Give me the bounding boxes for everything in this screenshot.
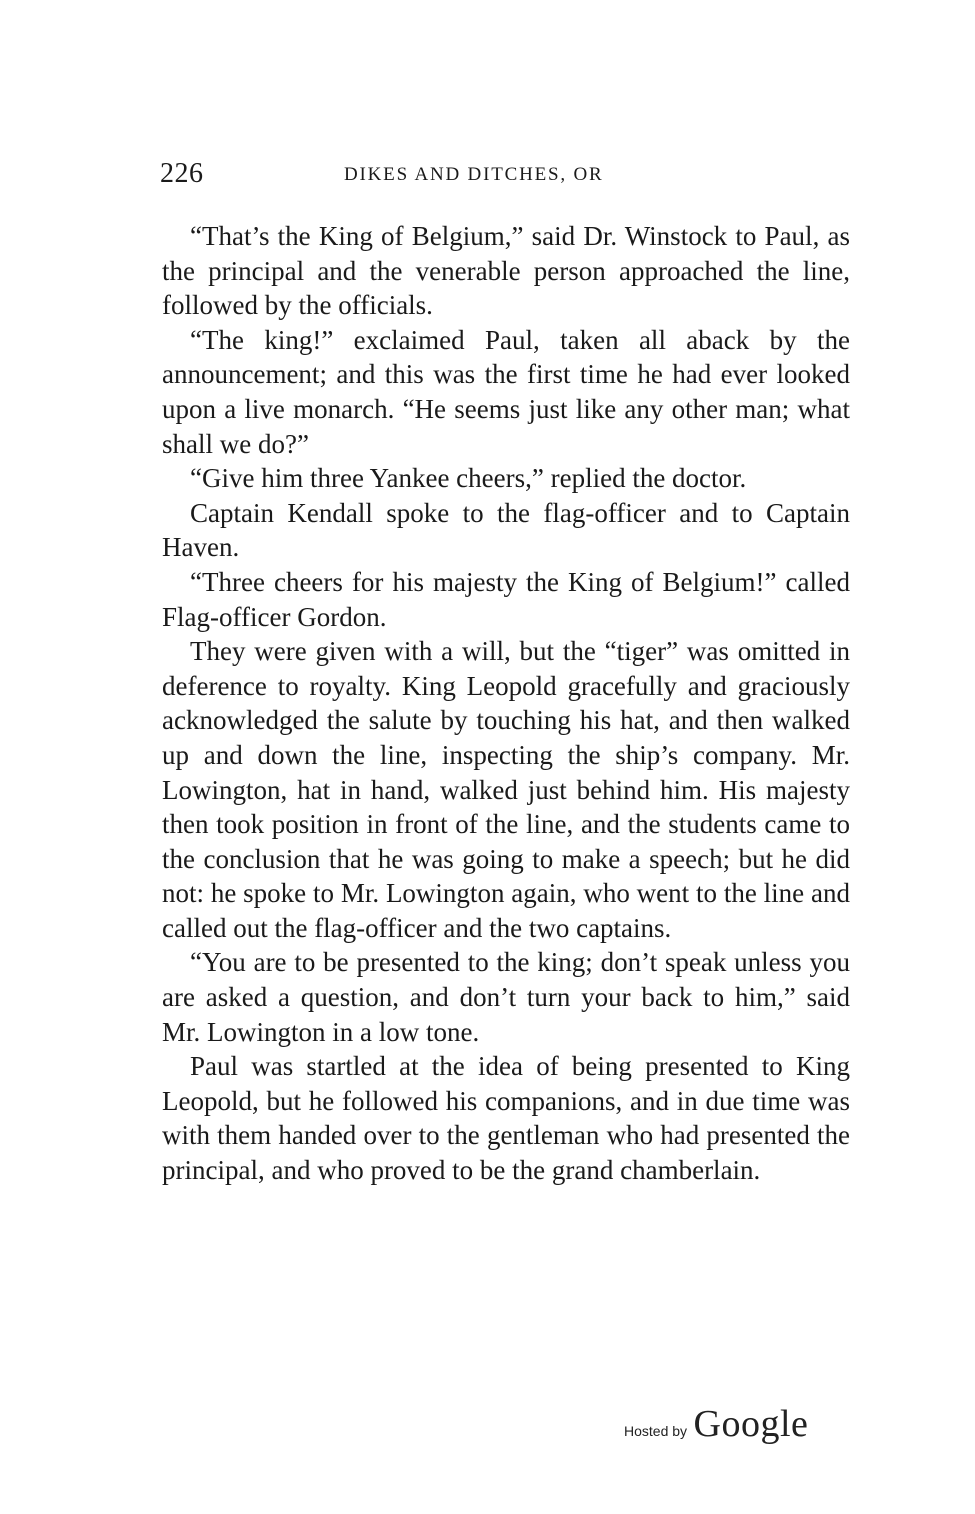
running-title: DIKES AND DITCHES, OR: [344, 164, 604, 185]
paragraph: Captain Kendall spoke to the flag-officer and to Captain Haven.: [162, 497, 850, 563]
paragraph: “That’s the King of Belgium,” said Dr. Winstock to Paul, as the principal and the venerable person approached the line, followed by the officials.: [162, 221, 850, 321]
hosted-by-label: Hosted by: [624, 1423, 688, 1439]
google-logo: Google: [693, 1403, 809, 1445]
running-head: [160, 158, 850, 194]
body-text: [162, 219, 850, 1188]
paragraph: “Give him three Yankee cheers,” replied the doctor.: [190, 463, 747, 494]
paragraph: They were given with a will, but the “tiger” was omitted in deference to royalty. King Leopold gracefully and graciously acknowledged the salute by touching his hat, and then walked up and down the line, inspecting the ship’s company. Mr. Lowington, hat in hand, walked just behind him. His majesty then took position in front of the line, and the students came to the conclusion that he was going to make a speech; but he did not: he spoke to Mr. Lowington again, who went to the line and called out the flag-officer and the two captains.: [162, 636, 850, 943]
page-number: 226: [160, 158, 204, 189]
paragraph: “The king!” exclaimed Paul, taken all aback by the announcement; and this was the first time he had ever looked upon a live monarch. “He seems just like any other man; what shall we do?”: [162, 324, 850, 459]
hosted-by-google-watermark: [624, 1402, 808, 1446]
paragraph: Paul was startled at the idea of being presented to King Leopold, but he followed his companions, and in due time was with them handed over to the gentleman who had presented the principal, and who proved to be the grand chamberlain.: [162, 1051, 850, 1186]
paragraph: “You are to be presented to the king; don’t speak unless you are asked a question, and don’t turn your back to him,” said Mr. Lowington in a low tone.: [162, 947, 850, 1047]
paragraph: “Three cheers for his majesty the King of Belgium!” called Flag-officer Gordon.: [162, 566, 850, 632]
